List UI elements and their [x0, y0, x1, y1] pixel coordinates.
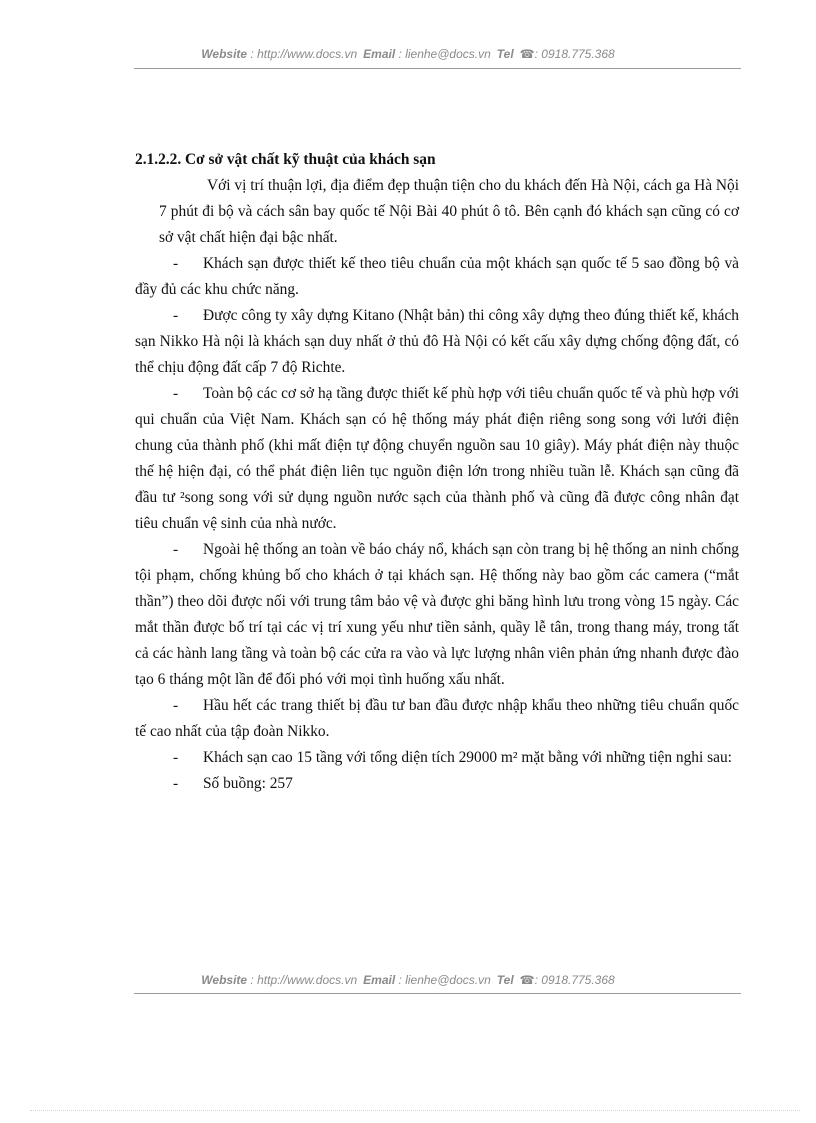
document-body: [135, 147, 739, 797]
list-item: - Hầu hết các trang thiết bị đầu tư ban đầu được nhập khẩu theo những tiêu chuẩn quốc tế cao nhất của tập đoàn Nikko.: [135, 693, 739, 745]
list-item: - Toàn bộ các cơ sở hạ tầng được thiết kế phù hợp với tiêu chuẩn quốc tế và phù hợp với qui chuẩn của Việt Nam. Khách sạn có hệ thống máy phát điện riêng song song với lưới điện chung của thành phố (khi mất điện tự động chuyển nguồn sau 10 giây). Máy phát điện này thuộc thế hệ hiện đại, có thể phát điện liên tục nguồn điện lớn trong nhiều tuần lễ. Khách sạn cũng đã đầu tư ²song song với sử dụng nguồn nước sạch của thành phố và cũng đã được công nhân đạt tiêu chuẩn vệ sinh của nhà nước.: [135, 381, 739, 537]
website-link[interactable]: http://www.docs.vn: [257, 973, 358, 987]
tel-value: 0918.775.368: [541, 47, 615, 61]
bullet-dash: -: [173, 255, 179, 272]
header-divider: [134, 68, 741, 69]
website-label: Website: [201, 47, 248, 61]
bullet-dash: -: [173, 385, 179, 402]
phone-icon: ☎: [519, 973, 535, 987]
bullet-dash: -: [173, 697, 179, 714]
page-bottom-border: [30, 1110, 800, 1111]
tel-label: Tel: [496, 973, 514, 987]
list-item: - Được công ty xây dựng Kitano (Nhật bản) thi công xây dựng theo đúng thiết kế, khách sạn Nikko Hà nội là khách sạn duy nhất ở thủ đô Hà Nội có kết cấu xây dựng chống động đất, có thể chịu động đất cấp 7 độ Richte.: [135, 303, 739, 381]
list-item: - Số buồng: 257: [135, 771, 739, 797]
intro-paragraph: Với vị trí thuận lợi, địa điểm đẹp thuận tiện cho du khách đến Hà Nội, cách ga Hà Nội 7 phút đi bộ và cách sân bay quốc tế Nội Bài 40 phút ô tô. Bên cạnh đó khách sạn cũng có cơ sở vật chất hiện đại bậc nhất.: [159, 177, 739, 246]
page-footer: Website : http://www.docs.vn Email : lienhe@docs.vn Tel ☎: 0918.775.368: [201, 973, 615, 987]
phone-icon: ☎: [519, 47, 535, 61]
page-header: Website : http://www.docs.vn Email : lienhe@docs.vn Tel ☎: 0918.775.368: [201, 47, 615, 61]
bullet-dash: -: [173, 541, 179, 558]
list-item: - Khách sạn cao 15 tầng với tổng diện tích 29000 m² mặt bằng với những tiện nghi sau:: [135, 745, 739, 771]
email-link[interactable]: lienhe@docs.vn: [405, 47, 491, 61]
section-heading: 2.1.2.2. Cơ sở vật chất kỹ thuật của khách sạn: [135, 151, 436, 168]
tel-label: Tel: [496, 47, 514, 61]
website-link[interactable]: http://www.docs.vn: [257, 47, 358, 61]
footer-divider: [134, 993, 741, 994]
list-item: - Ngoài hệ thống an toàn về báo cháy nổ, khách sạn còn trang bị hệ thống an ninh chống tội phạm, chống khủng bố cho khách ở tại khách sạn. Hệ thống này bao gồm các camera (“mắt thần”) theo dõi được nối với trung tâm bảo vệ và được ghi băng hình lưu trong vòng 15 ngày. Các mắt thần được bố trí tại các vị trí xung yếu như tiền sảnh, quầy lễ tân, trong thang máy, trong tất cả các hành lang tầng và toàn bộ các cửa ra vào và lực lượng nhân viên phản ứng nhanh được đào tạo 6 tháng một lần để đối phó với mọi tình huống xấu nhất.: [135, 537, 739, 693]
bullet-dash: -: [173, 307, 179, 324]
email-label: Email: [363, 47, 396, 61]
email-link[interactable]: lienhe@docs.vn: [405, 973, 491, 987]
bullet-dash: -: [173, 749, 179, 766]
list-item: - Khách sạn được thiết kế theo tiêu chuẩn của một khách sạn quốc tế 5 sao đồng bộ và đầy đủ các khu chức năng.: [135, 251, 739, 303]
email-label: Email: [363, 973, 396, 987]
website-label: Website: [201, 973, 248, 987]
tel-value: 0918.775.368: [541, 973, 615, 987]
bullet-dash: -: [173, 775, 179, 792]
